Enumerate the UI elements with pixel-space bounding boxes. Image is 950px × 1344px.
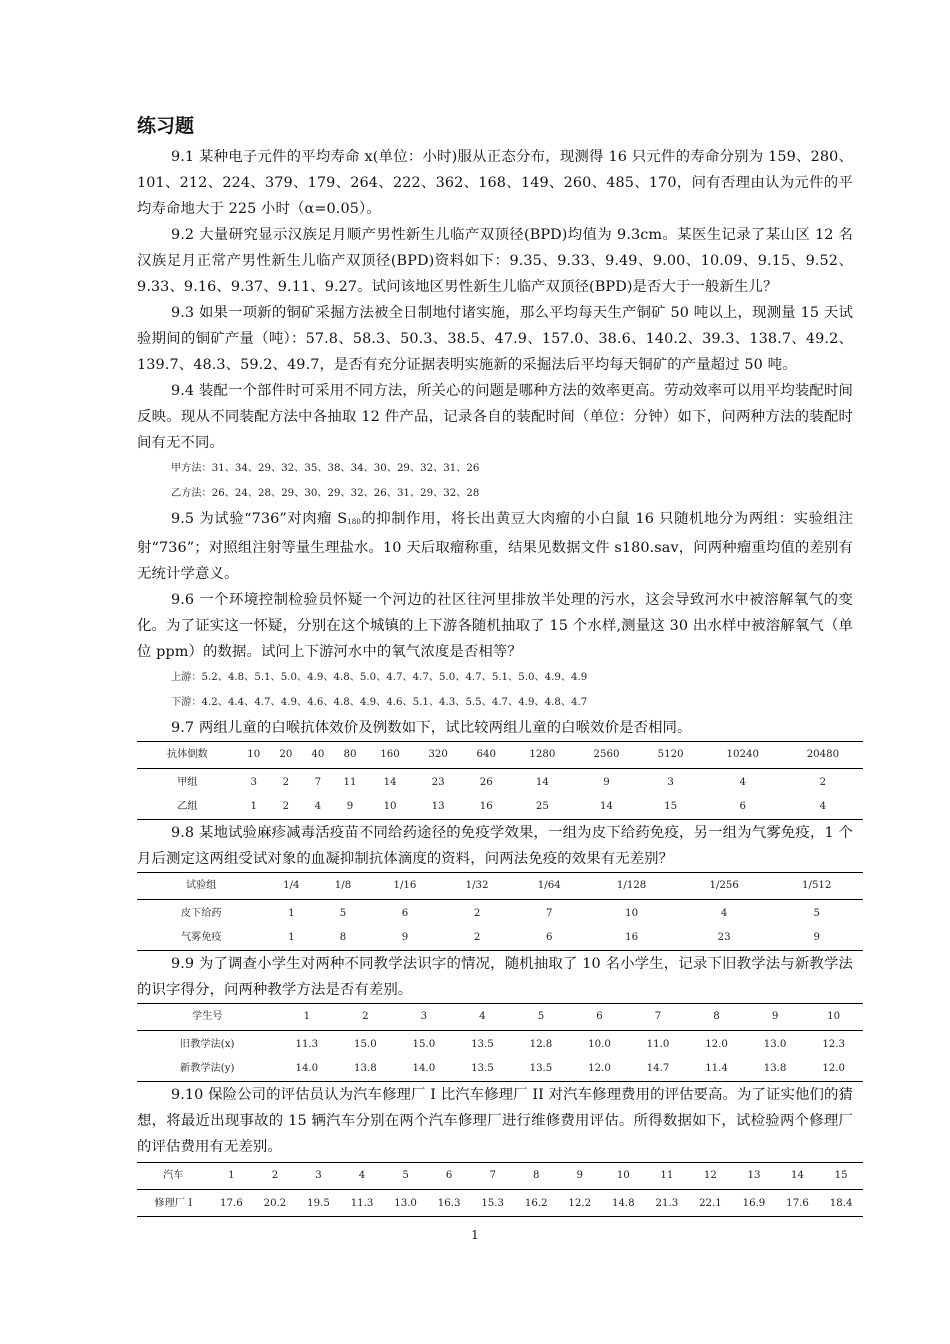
table-cell: 2 <box>441 926 513 951</box>
table-cell: 23 <box>678 926 771 951</box>
table-cell: 16 <box>462 795 510 820</box>
table-cell: 9 <box>334 795 366 820</box>
column-header: 9 <box>558 1163 602 1190</box>
column-header: 5 <box>384 1163 428 1190</box>
column-header: 3 <box>297 1163 341 1190</box>
column-header: 6 <box>427 1163 471 1190</box>
table-cell: 6 <box>513 926 585 951</box>
column-header: 13 <box>732 1163 776 1190</box>
column-header: 160 <box>366 742 414 769</box>
row-label: 皮下给药 <box>180 908 222 919</box>
table-cell: 10.0 <box>588 1039 611 1050</box>
question-9-4: 9.4 装配一个部件时可采用不同方法，所关心的问题是哪种方法的效率更高。劳动效率可以用平均装配时间反映。现从不同装配方法中各抽取 12 件产品，记录各自的装配时间（单位：分钟）如下，问两种方法的装配时间有无不同。 <box>137 383 853 451</box>
table-cell: 6 <box>703 795 783 820</box>
table-cell: 13.8 <box>746 1057 805 1082</box>
question-9-5 <box>137 506 853 587</box>
table-cell: 2 <box>473 908 481 919</box>
table-9-10 <box>137 1162 863 1217</box>
row-label: 旧教学法(x) <box>180 1039 235 1050</box>
table-row <box>137 1057 863 1082</box>
column-header: 1/512 <box>770 873 863 900</box>
table-cell: 3 <box>250 777 258 788</box>
table-cell: 14 <box>383 777 397 788</box>
table-cell: 11.3 <box>295 1039 319 1050</box>
method-a-data: 甲方法：31、34、29、32、35、38、34、30、29、32、31、26 <box>171 463 480 474</box>
column-header: 1/256 <box>678 873 771 900</box>
page-title: 练习题 <box>137 115 195 137</box>
question-9-10: 9.10 保险公司的评估员认为汽车修理厂 I 比汽车修理厂 II 对汽车修理费用的评估要高。为了证实他们的猜想，将最近出现事故的 15 辆汽车分别在两个汽车修理厂进行维修费用评估。所得数据如下，试检验两个修理厂的评估费用有无差别。 <box>137 1087 853 1155</box>
column-header: 9 <box>746 1004 805 1031</box>
table-cell: 11 <box>343 777 357 788</box>
table-cell: 9 <box>369 926 441 951</box>
table-cell: 15.0 <box>412 1039 436 1050</box>
table-cell: 7 <box>314 777 322 788</box>
table-cell: 1 <box>265 926 317 951</box>
question-9-9: 9.9 为了调查小学生对两种不同教学法识字的情况，随机抽取了 10 名小学生，记录下旧教学法与新教学法的识字得分，问两种教学方法是否有差别。 <box>137 956 853 998</box>
table-cell: 14 <box>535 777 549 788</box>
column-header: 2 <box>253 1163 297 1190</box>
column-header: 1280 <box>510 742 574 769</box>
table-9-7 <box>137 741 863 820</box>
table-cell: 5 <box>813 908 820 919</box>
column-header: 40 <box>302 742 334 769</box>
column-header: 2 <box>336 1004 395 1031</box>
table-cell: 13.0 <box>384 1190 428 1217</box>
table-cell: 9 <box>770 926 863 951</box>
column-header: 7 <box>471 1163 515 1190</box>
table-cell: 21.3 <box>645 1190 689 1217</box>
table-cell: 12.8 <box>529 1039 553 1050</box>
table-cell: 15.3 <box>471 1190 515 1217</box>
row-label: 修理厂 I <box>137 1190 210 1217</box>
table-cell: 11.0 <box>646 1039 670 1050</box>
table-cell: 17.6 <box>776 1190 820 1217</box>
row-label: 甲组 <box>177 777 198 788</box>
document-body <box>137 112 853 1217</box>
table-cell: 18.4 <box>819 1190 863 1217</box>
question-9-3: 9.3 如果一项新的铜矿采掘方法被全日制地付诸实施，那么平均每天生产铜矿 50 吨以上，现测量 15 天试验期间的铜矿产量（吨）：57.8、58.3、50.3、38.5、47.9、157.0、38.6、140.2、39.3、138.7、49.2、139.7、48.3、59.2、49.7，是否有充分证据表明实施新的采掘法后平均每天铜矿的产量超过 50 吨。 <box>137 305 853 373</box>
table-cell: 12.2 <box>558 1190 602 1217</box>
table-cell: 6 <box>401 908 409 919</box>
column-header: 320 <box>414 742 462 769</box>
table-cell: 16.2 <box>514 1190 558 1217</box>
table-cell: 13.5 <box>453 1057 512 1082</box>
row-label: 气雾免疫 <box>137 926 265 951</box>
question-9-2: 9.2 大量研究显示汉族足月顺产男性新生儿临产双顶径(BPD)均值为 9.3cm。某医生记录了某山区 12 名汉族足月正常产男性新生儿临产双顶径(BPD)资料如下：9.35、9.33、9.49、9.00、10.09、9.15、9.52、9.33、9.16、9.37、9.11、9.27。试问该地区男性新生儿临产双顶径(BPD)是否大于一般新生儿？ <box>137 227 853 295</box>
column-header: 20 <box>270 742 302 769</box>
column-header: 14 <box>776 1163 820 1190</box>
downstream-data: 下游：4.2、4.4、4.7、4.9、4.6、4.8、4.9、4.6、5.1、4.3、5.5、4.7、4.9、4.8、4.7 <box>171 697 588 708</box>
column-header: 10240 <box>703 742 783 769</box>
question-9-8: 9.8 某地试验麻疹减毒活疫苗不同给药途径的免疫学效果，一组为皮下给药免疫，另一组为气雾免疫，1 个月后测定这两组受试对象的血凝抑制抗体滴度的资料，问两法免疫的效果有无差别？ <box>137 825 853 867</box>
table-cell: 22.1 <box>689 1190 733 1217</box>
row-label-header: 试验组 <box>137 873 265 900</box>
table-cell: 10 <box>366 795 414 820</box>
column-header: 6 <box>570 1004 629 1031</box>
column-header: 5 <box>512 1004 571 1031</box>
question-9-7: 9.7 两组儿童的白喉抗体效价及例数如下，试比较两组儿童的白喉效价是否相同。 <box>171 720 692 736</box>
column-header: 1/8 <box>317 873 369 900</box>
table-row <box>137 1031 863 1058</box>
question-9-6: 9.6 一个环境控制检验员怀疑一个河边的社区往河里排放半处理的污水，这会导致河水中被溶解氧气的变化。为了证实这一怀疑，分别在这个城镇的上下游各随机抽取了 15 个水样,测量这 30 出水样中被溶解氧气（单位 ppm）的数据。试问上下游河水中的氧气浓度是否相等？ <box>137 592 853 660</box>
question-9-1: 9.1 某种电子元件的平均寿命 x(单位：小时)服从正态分布，现测得 16 只元件的寿命分别为 159、280、101、212、224、379、179、264、222、362、168、149、260、485、170，问有否理由认为元件的平均寿命地大于 225 小时（α=0.05）。 <box>137 149 853 217</box>
column-header: 1/4 <box>265 873 317 900</box>
table-9-8 <box>137 872 863 951</box>
column-header: 1 <box>278 1004 337 1031</box>
row-label-header: 抗体倒数 <box>137 742 238 769</box>
table-cell: 13.0 <box>763 1039 787 1050</box>
table-cell: 20.2 <box>253 1190 297 1217</box>
table-cell: 12.0 <box>705 1039 728 1050</box>
column-header: 1/128 <box>585 873 678 900</box>
column-header: 11 <box>645 1163 689 1190</box>
table-cell: 5 <box>339 908 347 919</box>
table-cell: 25 <box>510 795 574 820</box>
table-cell: 13.5 <box>512 1057 571 1082</box>
table-cell: 15 <box>639 795 703 820</box>
column-header: 8 <box>514 1163 558 1190</box>
table-row <box>137 1190 863 1217</box>
column-header: 5120 <box>639 742 703 769</box>
table-cell: 16.9 <box>732 1190 776 1217</box>
table-cell: 10 <box>625 908 639 919</box>
table-cell: 7 <box>546 908 553 919</box>
table-row <box>137 900 863 927</box>
table-cell: 14.0 <box>278 1057 337 1082</box>
method-b-data: 乙方法：26、24、28、29、30、29、32、26、31、29、32、28 <box>171 488 480 499</box>
column-header: 10 <box>238 742 270 769</box>
column-header: 80 <box>334 742 366 769</box>
table-cell: 1 <box>288 908 295 919</box>
table-cell: 9 <box>603 777 610 788</box>
column-header: 10 <box>804 1004 863 1031</box>
table-row <box>137 769 863 796</box>
column-header: 3 <box>395 1004 454 1031</box>
table-cell: 4 <box>720 908 728 919</box>
column-header: 7 <box>629 1004 688 1031</box>
table-cell: 2 <box>270 795 302 820</box>
table-cell: 14 <box>574 795 638 820</box>
table-cell: 14.7 <box>629 1057 688 1082</box>
table-cell: 2 <box>282 777 290 788</box>
column-header: 4 <box>340 1163 384 1190</box>
table-row <box>137 795 863 820</box>
table-cell: 16 <box>585 926 678 951</box>
row-label-header: 学生号 <box>137 1004 278 1031</box>
table-cell: 11.3 <box>340 1190 384 1217</box>
question-9-5-post: 的抑制作用，将长出黄豆大肉瘤的小白鼠 16 只随机地分为两组：实验组注射“736”；对照组注射等量生理盐水。10 天后取瘤称重，结果见数据文件 s180.sav，问两种瘤重均值的差别有无统计学意义。 <box>137 511 853 582</box>
table-cell: 12.0 <box>570 1057 629 1082</box>
row-label-header: 汽车 <box>137 1163 210 1190</box>
sarcoma-subscript: 180 <box>347 518 361 526</box>
column-header: 1 <box>210 1163 254 1190</box>
column-header: 1/32 <box>441 873 513 900</box>
table-row <box>137 926 863 951</box>
table-cell: 4 <box>783 795 863 820</box>
table-header-row <box>137 1004 863 1031</box>
table-header-row <box>137 1163 863 1190</box>
table-cell: 19.5 <box>297 1190 341 1217</box>
table-cell: 14.0 <box>395 1057 454 1082</box>
table-header-row <box>137 873 863 900</box>
table-cell: 13.8 <box>336 1057 395 1082</box>
table-cell: 2 <box>819 777 827 788</box>
page-number: 1 <box>471 1228 479 1242</box>
column-header: 15 <box>819 1163 863 1190</box>
question-9-5-pre: 9.5 为试验“736”对肉瘤 S <box>171 511 348 527</box>
column-header: 8 <box>687 1004 746 1031</box>
row-label: 乙组 <box>137 795 238 820</box>
row-label: 新教学法(y) <box>137 1057 278 1082</box>
column-header: 640 <box>462 742 510 769</box>
table-cell: 4 <box>739 777 746 788</box>
table-cell: 23 <box>431 777 445 788</box>
table-cell: 15.0 <box>354 1039 377 1050</box>
table-cell: 14.8 <box>602 1190 646 1217</box>
table-cell: 17.6 <box>210 1190 254 1217</box>
table-cell: 3 <box>667 777 674 788</box>
table-cell: 13 <box>414 795 462 820</box>
table-cell: 26 <box>479 777 493 788</box>
column-header: 4 <box>453 1004 512 1031</box>
table-cell: 16.3 <box>427 1190 471 1217</box>
column-header: 1/16 <box>369 873 441 900</box>
table-cell: 12.3 <box>822 1039 845 1050</box>
upstream-data: 上游：5.2、4.8、5.1、5.0、4.9、4.8、5.0、4.7、4.7、5.0、4.7、5.1、5.0、4.9、4.9 <box>171 672 588 683</box>
column-header: 10 <box>602 1163 646 1190</box>
table-cell: 4 <box>302 795 334 820</box>
column-header: 2560 <box>574 742 638 769</box>
column-header: 1/64 <box>513 873 585 900</box>
table-9-9 <box>137 1003 863 1082</box>
table-cell: 13.5 <box>471 1039 494 1050</box>
column-header: 20480 <box>783 742 863 769</box>
table-header-row <box>137 742 863 769</box>
table-cell: 12.0 <box>804 1057 863 1082</box>
column-header: 12 <box>689 1163 733 1190</box>
table-cell: 8 <box>317 926 369 951</box>
table-cell: 1 <box>238 795 270 820</box>
table-cell: 11.4 <box>687 1057 746 1082</box>
